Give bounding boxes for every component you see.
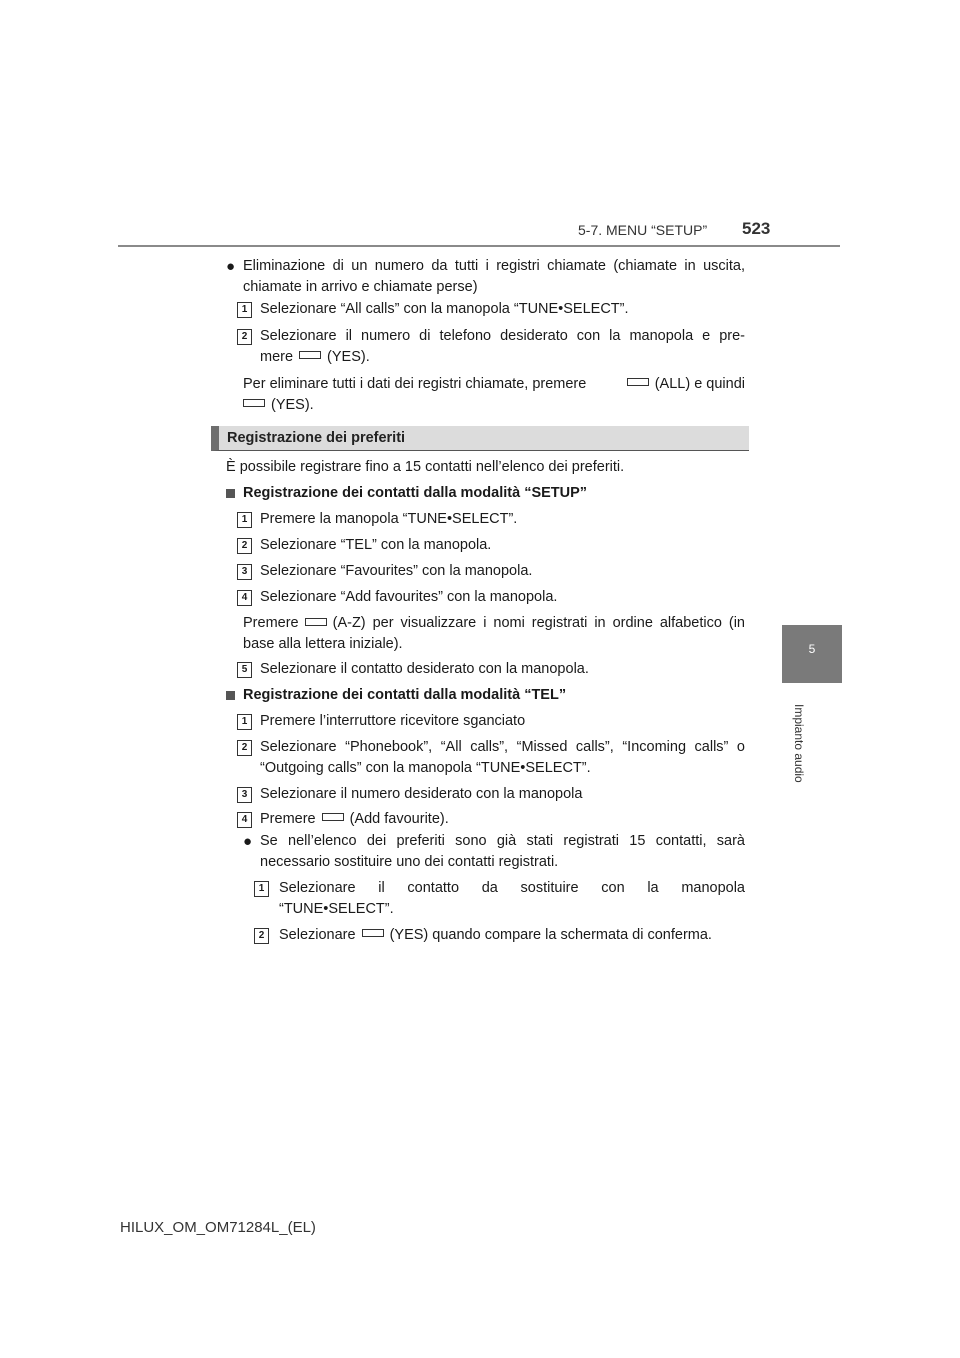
step-text: Premere la manopola “TUNE•SELECT”. bbox=[260, 511, 518, 527]
step-number-2: 2 bbox=[237, 329, 252, 345]
square-bullet-icon bbox=[226, 489, 235, 498]
button-icon bbox=[243, 399, 265, 407]
step-text-line1: Selezionare il numero di telefono desiderato con la manopola e pre- bbox=[260, 328, 745, 344]
page-number: 523 bbox=[742, 219, 771, 238]
step-text: Selezionare il contatto desiderato con la manopola. bbox=[260, 661, 589, 677]
step-text bbox=[279, 925, 712, 946]
step-text-part: Premere bbox=[260, 811, 316, 827]
step-text-part: (Add favourite). bbox=[349, 811, 449, 827]
note-line2: base alla lettera iniziale). bbox=[243, 636, 403, 652]
note-text-part: Per eliminare tutti i dati dei registri chiamate, premere bbox=[243, 376, 587, 392]
step-number-1: 1 bbox=[237, 302, 252, 318]
subsection-title: Registrazione dei contatti dalla modalità “SETUP” bbox=[243, 485, 588, 501]
step-text: Premere l’interruttore ricevitore sganciato bbox=[260, 713, 526, 729]
note-text-part: (A-Z) per visualizzare i nomi registrati in ordine alfabetico (in bbox=[332, 615, 745, 631]
note-line1 bbox=[243, 613, 745, 634]
step-text-line2 bbox=[260, 347, 370, 368]
step-number-1: 1 bbox=[237, 714, 252, 730]
step-number-2: 2 bbox=[237, 740, 252, 756]
step-text-line1: Selezionare il contatto da sostituire con la manopola bbox=[279, 880, 745, 896]
sub-bullet-text-line2: necessario sostituire uno dei contatti registrati. bbox=[260, 854, 559, 870]
step-text-part: (YES). bbox=[327, 349, 370, 365]
section-heading-text: Registrazione dei preferiti bbox=[227, 430, 406, 446]
step-number-3: 3 bbox=[237, 564, 252, 580]
step-text: Selezionare “Add favourites” con la manopola. bbox=[260, 589, 558, 605]
chapter-label: Impianto audio bbox=[792, 704, 806, 783]
square-bullet-icon bbox=[226, 691, 235, 700]
button-icon bbox=[627, 378, 649, 386]
subsection-title: Registrazione dei contatti dalla modalità “TEL” bbox=[243, 687, 567, 703]
step-text-part: mere bbox=[260, 349, 294, 365]
button-icon bbox=[322, 813, 344, 821]
header-divider bbox=[118, 245, 840, 247]
note-line2 bbox=[243, 395, 314, 416]
bullet-icon: ● bbox=[226, 258, 236, 275]
step-number-2: 2 bbox=[237, 538, 252, 554]
block1-text-line1: Eliminazione di un numero da tutti i registri chiamate (chiamate in uscita, bbox=[243, 258, 745, 274]
button-icon bbox=[299, 351, 321, 359]
header-section-title: 5-7. MENU “SETUP” bbox=[578, 222, 708, 238]
step-text-part: Selezionare bbox=[279, 927, 356, 943]
step-text: Selezionare “TEL” con la manopola. bbox=[260, 537, 492, 553]
intro-text: È possibile registrare fino a 15 contatti nell’elenco dei preferiti. bbox=[226, 459, 625, 475]
block1-text-line2: chiamate in arrivo e chiamate perse) bbox=[243, 279, 478, 295]
section-heading bbox=[211, 426, 749, 451]
step-text-line2: “TUNE•SELECT”. bbox=[279, 901, 394, 917]
step-text: Selezionare “All calls” con la manopola “TUNE•SELECT”. bbox=[260, 301, 629, 317]
step-text: Selezionare il numero desiderato con la manopola bbox=[260, 786, 583, 802]
step-number-1: 1 bbox=[237, 512, 252, 528]
bullet-icon: ● bbox=[243, 833, 253, 850]
step-number-3: 3 bbox=[237, 787, 252, 803]
step-text-part: (YES) quando compare la schermata di conferma. bbox=[389, 927, 712, 943]
step-text bbox=[260, 809, 449, 830]
step-text: Selezionare “Favourites” con la manopola. bbox=[260, 563, 533, 579]
step-number-4: 4 bbox=[237, 590, 252, 606]
button-icon bbox=[362, 929, 384, 937]
step-number-1: 1 bbox=[254, 881, 269, 897]
sub-bullet-text-line1: Se nell’elenco dei preferiti sono già stati registrati 15 contatti, sarà bbox=[260, 833, 745, 849]
step-number-4: 4 bbox=[237, 812, 252, 828]
document-footer-code: HILUX_OM_OM71284L_(EL) bbox=[120, 1219, 316, 1236]
button-icon bbox=[305, 618, 327, 626]
note-text-part: (YES). bbox=[271, 397, 314, 413]
note-text-part: Premere bbox=[243, 615, 299, 631]
chapter-number: 5 bbox=[808, 642, 816, 656]
step-text-line1: Selezionare “Phonebook”, “All calls”, “Missed calls”, “Incoming calls” o bbox=[260, 739, 745, 755]
note-line1 bbox=[243, 374, 745, 395]
step-number-2: 2 bbox=[254, 928, 269, 944]
note-text-part: (ALL) e quindi bbox=[654, 376, 745, 392]
step-number-5: 5 bbox=[237, 662, 252, 678]
step-text-line2: “Outgoing calls” con la manopola “TUNE•SELECT”. bbox=[260, 760, 591, 776]
